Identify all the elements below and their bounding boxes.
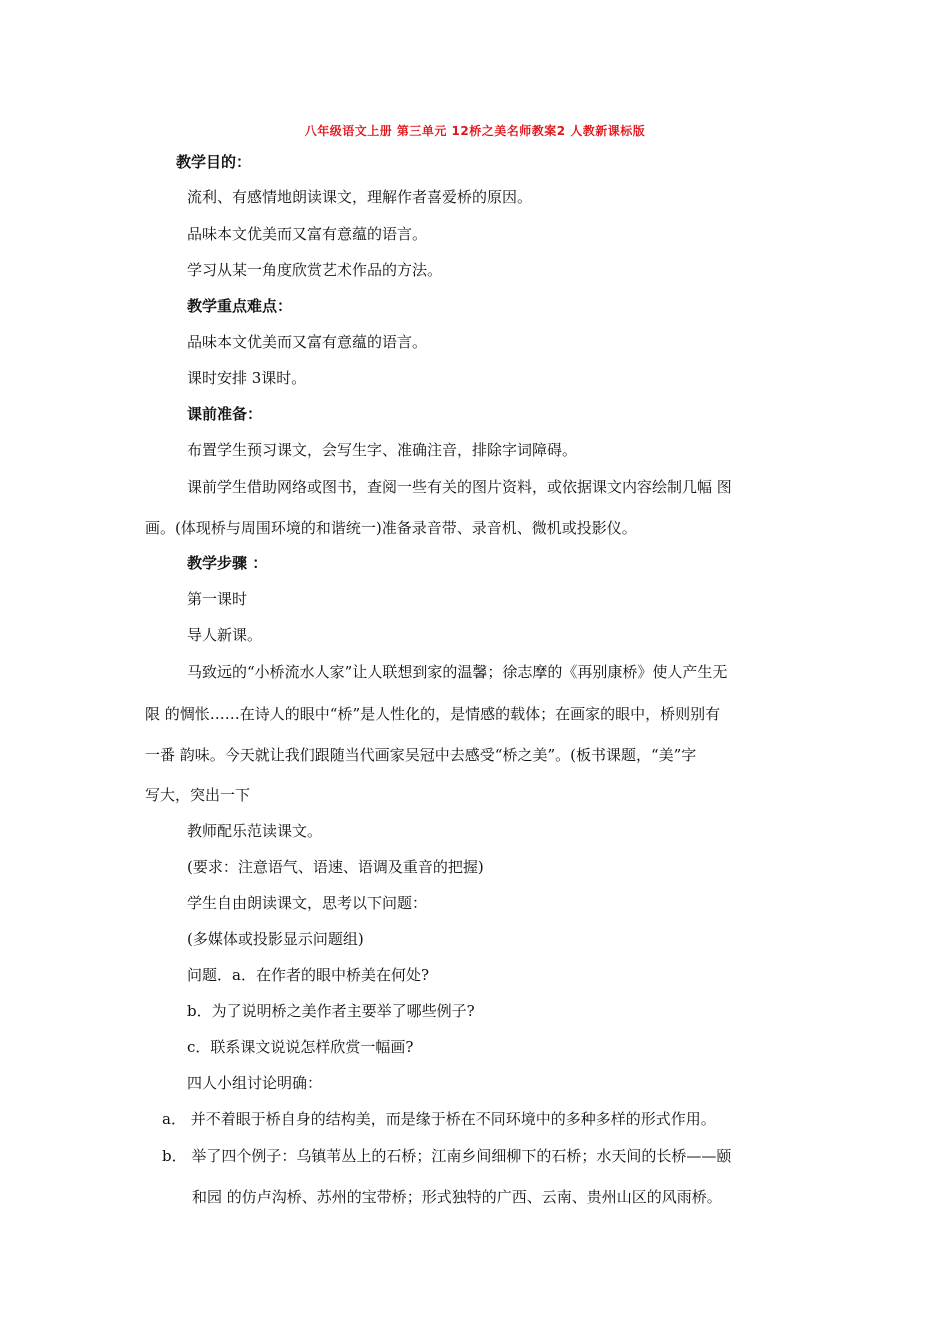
paragraph-line: 马致远的“小桥流水人家”让人联想到家的温馨；徐志摩的《再别康桥》使人产生无 bbox=[187, 663, 728, 681]
heading-teaching-goals: 教学目的： bbox=[176, 153, 252, 171]
paragraph-line: 学生自由朗读课文，思考以下问题： bbox=[187, 894, 428, 912]
heading-preparation: 课前准备： bbox=[187, 405, 263, 423]
list-item-b: b． 举了四个例子：乌镇苇丛上的石桥；江南乡间细柳下的石桥；水天间的长桥——颐 bbox=[162, 1147, 732, 1165]
paragraph-line: 导人新课。 bbox=[187, 626, 263, 644]
paragraph-line: 学习从某一角度欣赏艺术作品的方法。 bbox=[187, 261, 443, 279]
paragraph-line: 品味本文优美而又富有意蕴的语言。 bbox=[187, 225, 428, 243]
list-item-a: a． 并不着眼于桥自身的结构美，而是缘于桥在不同环境中的多种多样的形式作用。 bbox=[162, 1110, 716, 1128]
paragraph-line: c．联系课文说说怎样欣赏一幅画? bbox=[187, 1038, 414, 1056]
paragraph-line: 四人小组讨论明确： bbox=[187, 1074, 323, 1092]
document-title: 八年级语文上册 第三单元 12桥之美名师教案2 人教新课标版 bbox=[304, 124, 646, 138]
heading-teaching-steps: 教学步骤 ： bbox=[187, 554, 268, 572]
heading-key-points: 教学重点难点： bbox=[187, 297, 293, 315]
paragraph-line: 限 的惆怅……在诗人的眼中“桥”是人性化的，是情感的载体；在画家的眼中，桥则别有 bbox=[145, 705, 721, 723]
paragraph-line: 课时安排 3课时。 bbox=[187, 369, 307, 387]
paragraph-line: (要求：注意语气、语速、语调及重音的把握) bbox=[187, 858, 484, 876]
paragraph-line: 第一课时 bbox=[187, 590, 248, 608]
paragraph-line: 画。(体现桥与周围环境的和谐统一)准备录音带、录音机、微机或投影仪。 bbox=[145, 519, 637, 537]
paragraph-line: b．为了说明桥之美作者主要举了哪些例子? bbox=[187, 1002, 475, 1020]
paragraph-line: 一番 韵味。今天就让我们跟随当代画家吴冠中去感受“桥之美”。(板书课题，“美”字 bbox=[145, 746, 697, 764]
paragraph-line: 品味本文优美而又富有意蕴的语言。 bbox=[187, 333, 428, 351]
paragraph-line: (多媒体或投影显示问题组) bbox=[187, 930, 364, 948]
list-item-b-continued: 和园 的仿卢沟桥、苏州的宝带桥；形式独特的广西、云南、贵州山区的风雨桥。 bbox=[192, 1188, 722, 1206]
paragraph-line: 流利、有感情地朗读课文，理解作者喜爱桥的原因。 bbox=[187, 188, 533, 206]
paragraph-line: 布置学生预习课文，会写生字、准确注音，排除字词障碍。 bbox=[187, 441, 578, 459]
paragraph-line: 写大，突出一下 bbox=[145, 786, 251, 804]
paragraph-line: 课前学生借助网络或图书，查阅一些有关的图片资料，或依据课文内容绘制几幅 图 bbox=[187, 478, 732, 496]
paragraph-line: 问题．a．在作者的眼中桥美在何处? bbox=[187, 966, 429, 984]
paragraph-line: 教师配乐范读课文。 bbox=[187, 822, 323, 840]
